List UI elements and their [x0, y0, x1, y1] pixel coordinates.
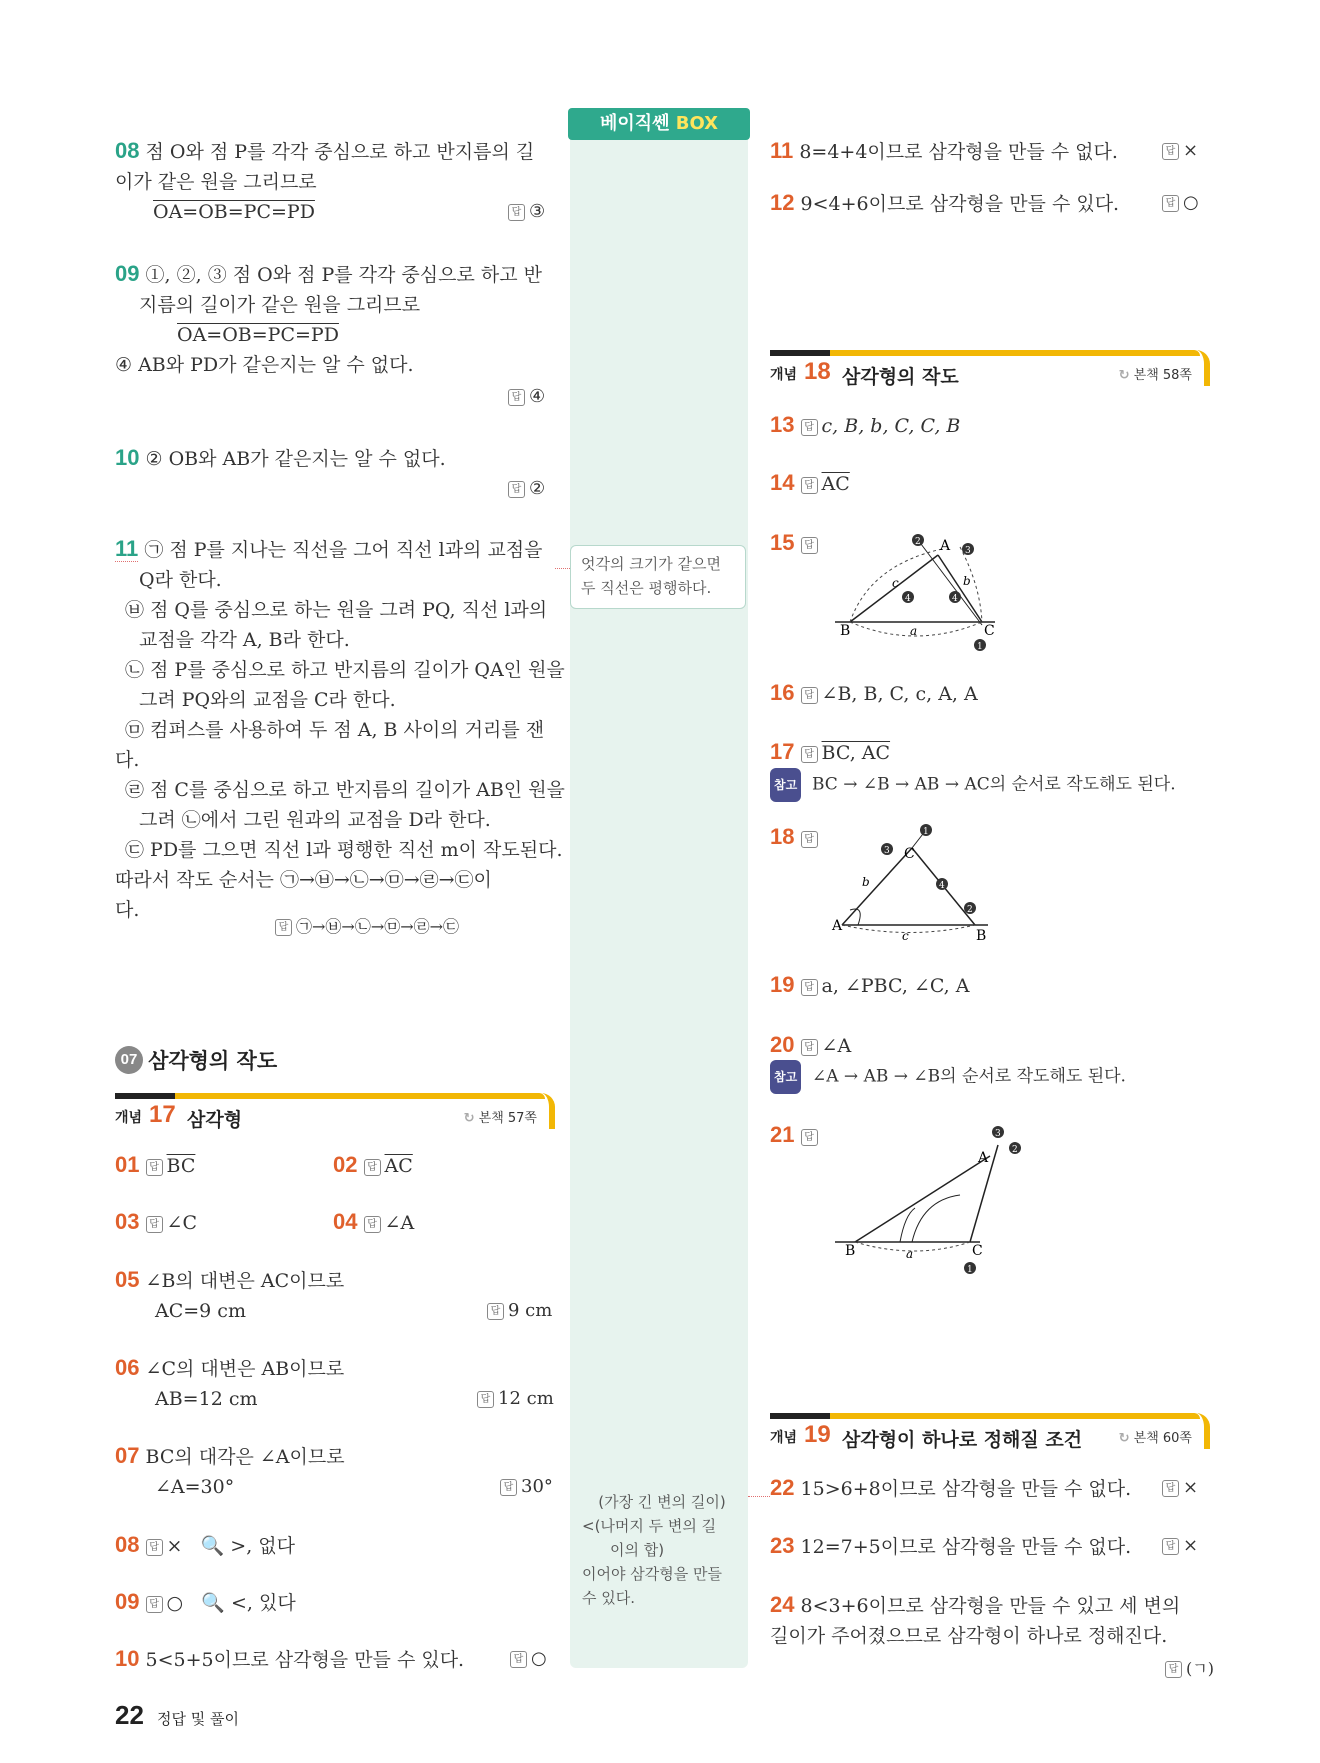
- magnifier-icon: 🔍: [201, 1592, 225, 1614]
- svg-text:A: A: [940, 538, 951, 554]
- right-q11-answer: 답 ×: [1162, 140, 1198, 161]
- svg-text:4: 4: [939, 881, 945, 891]
- right-q13: 13 답 c, B, b, C, C, B: [770, 412, 961, 437]
- svg-text:a: a: [906, 1247, 914, 1261]
- page-footer: 22 정답 및 풀이: [115, 1700, 240, 1730]
- right-q18: 18 답: [770, 822, 822, 853]
- left-q09: 09 ①, ②, ③ 점 O와 점 P를 각각 중심으로 하고 반 지름의 길이가 같은 원을 그리므로 OA=OB=PC=PD ④ AB와 PD가 같은지는 알 수 없다.: [115, 261, 542, 376]
- refresh-icon: ↻: [463, 1111, 475, 1126]
- right-q17: 17 답 BC, AC: [770, 739, 891, 764]
- svg-text:b: b: [862, 875, 870, 889]
- svg-text:B: B: [840, 623, 851, 639]
- svg-text:c: c: [902, 929, 909, 943]
- svg-text:2: 2: [1012, 1145, 1018, 1155]
- right-q23-answer: 답 ×: [1162, 1535, 1198, 1556]
- refresh-icon: ↻: [1118, 368, 1130, 383]
- basic-box-column: [570, 118, 748, 1668]
- right-q15: 15 답: [770, 528, 822, 559]
- svg-text:3: 3: [884, 846, 890, 856]
- right-q14: 14 답 $\overline{AC}$: [770, 470, 850, 495]
- left-q10b-answer: 답 ○: [510, 1648, 547, 1669]
- right-q24-answer: 답 (ㄱ): [1165, 1656, 1214, 1679]
- left-q10: 10 ② OB와 AB가 같은지는 알 수 없다.: [115, 445, 446, 470]
- figure-q18-triangle-construction: [830, 820, 1000, 950]
- svg-text:b: b: [963, 574, 971, 588]
- svg-text:B: B: [845, 1243, 856, 1259]
- left-q09-answer: 답 ④: [508, 386, 545, 407]
- right-q12: 12 9<4+6이므로 삼각형을 만들 수 있다.: [770, 190, 1120, 215]
- left-q10b: 10 5<5+5이므로 삼각형을 만들 수 있다.: [115, 1646, 465, 1671]
- right-q22: 22 15>6+8이므로 삼각형을 만들 수 없다.: [770, 1475, 1132, 1500]
- svg-text:A: A: [832, 918, 843, 934]
- left-q11-answer: 답 ㉠→㉥→㉡→㉤→㉣→㉢: [275, 914, 459, 937]
- left-q11: 11 ㉠ 점 P를 지나는 직선을 그어 직선 l과의 교점을 Q라 한다. ㉥ 점 Q를 중심으로 하는 원을 그려 PQ, 직선 l과의 교점을 각각 A, B라 한다. ㉡ 점 P를 중심으로 하고 반지름의 길이가 QA인 원을 그려 PQ와의 교점을 C라 한다. ㉤ 컴퍼스를 사용하여 두 점 A, B 사이의 거리를 잰다. ㉣ 점 C를 중심으로 하고 반지름의 길이가 AB인 원을 그려 ㉡에서 그린 원과의 교점을 D라 한다. ㉢ PD를 그으면 직선 l과 평행한 직선 m이 작도된다. 따라서 작도 순서는 ㉠→㉥→㉡→㉤→㉣→㉢이 다.: [115, 536, 565, 921]
- right-q24: 24 8<3+6이므로 삼각형을 만들 수 있고 세 변의 길이가 주어졌으므로 삼각형이 하나로 정해진다.: [770, 1592, 1181, 1647]
- right-q23: 23 12=7+5이므로 삼각형을 만들 수 없다.: [770, 1533, 1132, 1558]
- left-q07: 07 BC의 대각은 ∠A이므로 ∠A=30°: [115, 1443, 345, 1498]
- svg-text:2: 2: [915, 537, 921, 547]
- left-a02: 02 답 $\overline{AC}$: [333, 1152, 413, 1177]
- svg-text:1: 1: [923, 827, 929, 837]
- svg-text:4: 4: [952, 594, 958, 604]
- concept-18-header: 개념 18 삼각형의 작도 ↻ 본책 58쪽: [770, 350, 1210, 390]
- svg-text:1: 1: [967, 1265, 973, 1275]
- left-a01: 01 답 $\overline{BC}$: [115, 1152, 196, 1177]
- right-q19: 19 답 a, ∠PBC, ∠C, A: [770, 972, 970, 997]
- section-badge: 07: [115, 1046, 143, 1074]
- left-q05-answer: 답 9 cm: [487, 1300, 552, 1321]
- left-q07-answer: 답 30°: [500, 1476, 553, 1497]
- svg-text:a: a: [910, 624, 918, 638]
- left-q08: 08 점 O와 점 P를 각각 중심으로 하고 반지름의 길 이가 같은 원을 그리므로 OA=OB=PC=PD: [115, 138, 535, 223]
- right-q20-note: 참고 ∠A → AB → ∠B의 순서로 작도해도 된다.: [770, 1060, 1126, 1094]
- box-note-alternate-angles: 엇각의 크기가 같으면 두 직선은 평행하다.: [570, 545, 746, 609]
- left-q06-answer: 답 12 cm: [477, 1388, 554, 1409]
- magnifier-icon: 🔍: [200, 1535, 225, 1557]
- svg-text:B: B: [976, 928, 987, 944]
- left-q08b: 08 답 × 🔍 >, 없다: [115, 1532, 296, 1557]
- refresh-icon: ↻: [1118, 1431, 1130, 1446]
- right-q11: 11 8=4+4이므로 삼각형을 만들 수 없다.: [770, 138, 1118, 163]
- svg-text:2: 2: [967, 905, 973, 915]
- right-q12-answer: 답 ○: [1162, 192, 1199, 213]
- svg-text:3: 3: [965, 546, 971, 556]
- figure-q21-triangle-construction: [830, 1120, 1030, 1280]
- section-heading: 07 삼각형의 작도: [115, 1045, 277, 1075]
- concept-19-header: 개념 19 삼각형이 하나로 정해질 조건 ↻ 본책 60쪽: [770, 1413, 1210, 1453]
- concept-17-header: 개념 17 삼각형 ↻ 본책 57쪽: [115, 1093, 555, 1133]
- left-q05: 05 ∠B의 대변은 AC이므로 AC=9 cm: [115, 1267, 345, 1322]
- left-a03: 03 답 ∠C: [115, 1209, 197, 1234]
- svg-text:1: 1: [977, 642, 983, 652]
- left-a04: 04 답 ∠A: [333, 1209, 415, 1234]
- svg-text:c: c: [892, 576, 899, 590]
- svg-text:3: 3: [995, 1129, 1001, 1139]
- svg-text:C: C: [972, 1243, 983, 1259]
- right-q17-note: 참고 BC → ∠B → AB → AC의 순서로 작도해도 된다.: [770, 768, 1176, 802]
- right-q16: 16 답 ∠B, B, C, c, A, A: [770, 680, 978, 705]
- svg-text:A: A: [978, 1150, 989, 1166]
- svg-text:4: 4: [905, 594, 911, 604]
- left-q09b: 09 답 ○ 🔍 <, 있다: [115, 1589, 296, 1614]
- basic-box-header: 베이직쎈 BOX: [568, 108, 750, 140]
- figure-q15-triangle-construction: [830, 525, 1010, 660]
- box-note-triangle-condition: (가장 긴 변의 길이) <(나머지 두 변의 길 이의 합) 이어야 삼각형을 만들 수 있다.: [582, 1493, 726, 1607]
- svg-text:C: C: [904, 846, 915, 862]
- svg-text:C: C: [984, 623, 995, 639]
- right-q21: 21 답: [770, 1120, 822, 1151]
- left-q08-answer: 답 ③: [508, 201, 545, 222]
- left-q10-answer: 답 ②: [508, 478, 545, 499]
- right-q20: 20 답 ∠A: [770, 1032, 852, 1057]
- left-q06: 06 ∠C의 대변은 AB이므로 AB=12 cm: [115, 1355, 345, 1410]
- right-q22-answer: 답 ×: [1162, 1477, 1198, 1498]
